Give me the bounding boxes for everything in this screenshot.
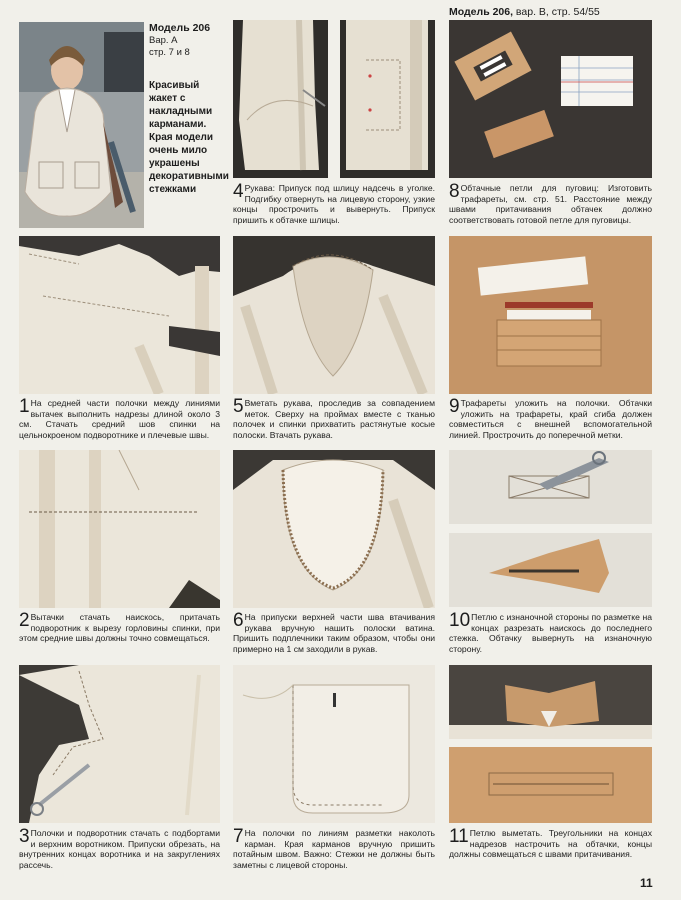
step-1-caption	[19, 398, 220, 440]
step-4-photo-b	[340, 20, 435, 178]
jacket-blurb: Красивый жакет с накладными карманами. Края модели очень мило украшены декоративными стежками	[149, 80, 229, 195]
step-number: 4	[233, 181, 244, 202]
step-number: 6	[233, 610, 244, 631]
page-number: 11	[640, 876, 653, 890]
step-number: 2	[19, 610, 30, 631]
step-11-photo-a	[449, 665, 652, 739]
step-number: 8	[449, 181, 460, 202]
step-5-caption	[233, 398, 435, 440]
step-10-caption	[449, 612, 652, 654]
step-8-photo	[449, 20, 652, 178]
step-2-caption	[19, 612, 220, 644]
step-text: Петлю с изнаночной стороны по разметке на концах разрезать наискось до последнего стежка. Обтачку вывернуть на изнаночную сторону.	[449, 612, 652, 654]
model-title-right	[449, 6, 600, 19]
step-9-photo	[449, 236, 652, 394]
step-number: 5	[233, 396, 244, 417]
step-text: Обтачные петли для пуговиц: Изготовить трафареты, см. стр. 51. Расстояние между швами притачивания обтачек должно соответствовать готовой петле для пуговицы.	[449, 183, 652, 225]
step-10-photo-b	[449, 533, 652, 607]
step-3-photo	[19, 665, 220, 823]
step-1-photo	[19, 236, 220, 394]
model-title-right-bold: Модель 206,	[449, 6, 514, 18]
step-text: Полочки и подворотник стачать с подбортами и верхним воротником. Припуски обрезать, на внутренних концах воротника и на закруглениях рассечь.	[19, 828, 220, 870]
step-11-photo-b	[449, 747, 652, 823]
step-10-photo-a	[449, 450, 652, 524]
step-7-photo	[233, 665, 435, 823]
step-2-photo	[19, 450, 220, 608]
step-text: Вметать рукава, проследив за совпадением меток. Сверху на проймах вместе с тканью полочек и спинки прихватить растянутые косые полоски. Втачать рукава.	[233, 398, 435, 440]
step-text: Петлю выметать. Треугольники на концах надрезов настрочить на обтачки, концы должны совмещаться с швами притачивания.	[449, 828, 652, 860]
step-number: 10	[449, 610, 471, 631]
variant-label: Вар. А	[149, 35, 178, 46]
step-9-caption	[449, 398, 652, 440]
step-text: На полочки по линиям разметки наколоть карман. Края карманов вручную пришить потайным швом. Важно: Стежки не должны быть заметны с лицевой стороны.	[233, 828, 435, 870]
step-text: На припуски верхней части шва втачивания рукава вручную нашить полоски ватина. Пришить подплечники таким образом, чтобы они примерно на 1 см заходили в рукав.	[233, 612, 435, 654]
step-text: Трафареты уложить на полочки. Обтачки уложить на трафареты, край сгиба должен совместиться с внешней вспомогательной линией. Прострочить до поперечной метки.	[449, 398, 652, 440]
step-8-caption	[449, 183, 652, 225]
model-photo	[19, 22, 144, 228]
step-4-caption	[233, 183, 435, 225]
model-title-left: Модель 206	[149, 22, 211, 34]
step-4-photo-a	[233, 20, 328, 178]
step-3-caption	[19, 828, 220, 870]
step-11-caption	[449, 828, 652, 860]
step-text: Вытачки стачать наискось, притачать подворотник к вырезу горловины спинки, при этом средние швы должны точно совмещаться.	[19, 612, 220, 644]
step-7-caption	[233, 828, 435, 870]
step-number: 9	[449, 396, 460, 417]
step-number: 11	[449, 826, 469, 847]
model-title-right-rest: вар. В, стр. 54/55	[513, 6, 600, 18]
step-text: На средней части полочки между линиями вытачек выполнить надрезы длиной около 3 см. Стачать средний шов спинки на цельнокроеном подворотнике и плечевые швы.	[19, 398, 220, 440]
step-6-photo	[233, 450, 435, 608]
step-text: Рукава: Припуск под шлицу надсечь в уголке. Подгибку отвернуть на лицевую сторону, узкие концы прострочить и вывернуть. Припуск пришить к обтачке шлицы.	[233, 183, 435, 225]
step-number: 3	[19, 826, 30, 847]
step-number: 7	[233, 826, 244, 847]
step-number: 1	[19, 396, 30, 417]
pages-ref: стр. 7 и 8	[149, 47, 190, 58]
step-6-caption	[233, 612, 435, 654]
step-5-photo	[233, 236, 435, 394]
